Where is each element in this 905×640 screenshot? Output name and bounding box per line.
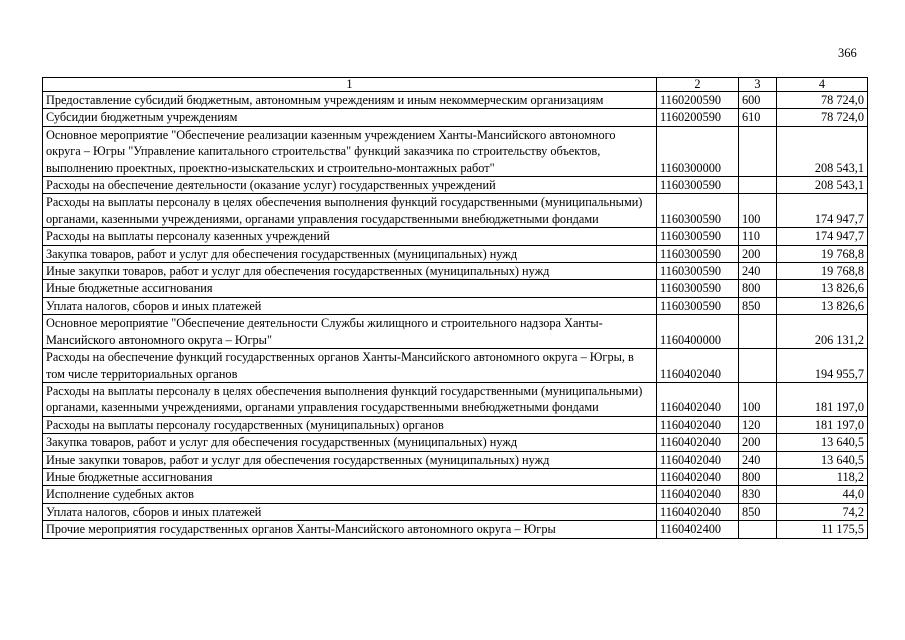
row-amount-cell: 13 826,6 <box>777 280 868 297</box>
table-row <box>43 194 868 228</box>
table-row <box>43 245 868 262</box>
row-amount-cell: 208 543,1 <box>777 177 868 194</box>
table-row <box>43 280 868 297</box>
row-name-cell: Расходы на выплаты персоналу государственных (муниципальных) органов <box>43 416 657 433</box>
row-type-cell <box>739 521 777 538</box>
row-type-cell: 110 <box>739 228 777 245</box>
table-row <box>43 297 868 314</box>
row-type-cell <box>739 315 777 349</box>
row-name-cell: Прочие мероприятия государственных органов Ханты-Мансийского автономного округа – Югры <box>43 521 657 538</box>
row-amount-cell: 181 197,0 <box>777 382 868 416</box>
table-row <box>43 109 868 126</box>
row-type-cell: 800 <box>739 468 777 485</box>
row-name-cell: Расходы на выплаты персоналу в целях обеспечения выполнения функций государственными (муниципальными) органами, казенными учреждениями, органами управления государственными внебюджетными фондами <box>43 382 657 416</box>
row-type-cell: 100 <box>739 194 777 228</box>
row-amount-cell: 208 543,1 <box>777 126 868 176</box>
table-row <box>43 315 868 349</box>
row-type-cell: 850 <box>739 297 777 314</box>
table-row <box>43 263 868 280</box>
table-row <box>43 228 868 245</box>
row-type-cell: 240 <box>739 451 777 468</box>
row-amount-cell: 13 640,5 <box>777 451 868 468</box>
row-amount-cell: 74,2 <box>777 503 868 520</box>
row-amount-cell: 78 724,0 <box>777 92 868 109</box>
row-code-cell: 1160402040 <box>657 451 739 468</box>
row-amount-cell: 174 947,7 <box>777 228 868 245</box>
row-type-cell: 200 <box>739 434 777 451</box>
row-code-cell: 1160402040 <box>657 434 739 451</box>
table-row <box>43 521 868 538</box>
row-amount-cell: 11 175,5 <box>777 521 868 538</box>
row-type-cell: 600 <box>739 92 777 109</box>
row-code-cell: 1160200590 <box>657 92 739 109</box>
table-row <box>43 126 868 176</box>
row-code-cell: 1160300590 <box>657 245 739 262</box>
row-amount-cell: 13 826,6 <box>777 297 868 314</box>
row-type-cell: 200 <box>739 245 777 262</box>
table-row <box>43 349 868 383</box>
row-code-cell: 1160402040 <box>657 468 739 485</box>
row-code-cell: 1160400000 <box>657 315 739 349</box>
row-code-cell: 1160402040 <box>657 382 739 416</box>
table-row <box>43 503 868 520</box>
row-type-cell: 100 <box>739 382 777 416</box>
row-type-cell: 120 <box>739 416 777 433</box>
row-name-cell: Закупка товаров, работ и услуг для обеспечения государственных (муниципальных) нужд <box>43 245 657 262</box>
row-amount-cell: 44,0 <box>777 486 868 503</box>
row-name-cell: Основное мероприятие "Обеспечение реализации казенным учреждением Ханты-Мансийского автономного округа – Югры "Управление капитального строительства" функций заказчика по строительству объектов, выполнению проектных, проектно-изыскательских и строительно-монтажных работ" <box>43 126 657 176</box>
row-name-cell: Иные бюджетные ассигнования <box>43 280 657 297</box>
budget-table-body <box>43 78 868 539</box>
row-type-cell: 850 <box>739 503 777 520</box>
row-name-cell: Иные бюджетные ассигнования <box>43 468 657 485</box>
table-row <box>43 451 868 468</box>
row-code-cell: 1160300590 <box>657 194 739 228</box>
table-row <box>43 434 868 451</box>
row-amount-cell: 13 640,5 <box>777 434 868 451</box>
row-type-cell: 240 <box>739 263 777 280</box>
header-col-type: 3 <box>739 78 777 92</box>
row-code-cell: 1160300590 <box>657 297 739 314</box>
row-type-cell: 830 <box>739 486 777 503</box>
table-header-row <box>43 78 868 92</box>
row-name-cell: Уплата налогов, сборов и иных платежей <box>43 297 657 314</box>
row-name-cell: Закупка товаров, работ и услуг для обеспечения государственных (муниципальных) нужд <box>43 434 657 451</box>
row-code-cell: 1160300000 <box>657 126 739 176</box>
row-type-cell <box>739 177 777 194</box>
table-row <box>43 416 868 433</box>
row-name-cell: Исполнение судебных актов <box>43 486 657 503</box>
row-name-cell: Основное мероприятие "Обеспечение деятельности Службы жилищного и строительного надзора Ханты-Мансийского автономного округа – Югры" <box>43 315 657 349</box>
row-name-cell: Субсидии бюджетным учреждениям <box>43 109 657 126</box>
row-type-cell <box>739 349 777 383</box>
row-code-cell: 1160402040 <box>657 503 739 520</box>
row-name-cell: Расходы на обеспечение деятельности (оказание услуг) государственных учреждений <box>43 177 657 194</box>
page-number: 366 <box>838 46 857 60</box>
row-amount-cell: 78 724,0 <box>777 109 868 126</box>
row-amount-cell: 19 768,8 <box>777 245 868 262</box>
header-col-code: 2 <box>657 78 739 92</box>
row-code-cell: 1160300590 <box>657 228 739 245</box>
header-col-name: 1 <box>43 78 657 92</box>
row-code-cell: 1160300590 <box>657 177 739 194</box>
row-code-cell: 1160402040 <box>657 486 739 503</box>
row-type-cell <box>739 126 777 176</box>
row-amount-cell: 206 131,2 <box>777 315 868 349</box>
table-row <box>43 468 868 485</box>
row-amount-cell: 19 768,8 <box>777 263 868 280</box>
row-name-cell: Расходы на выплаты персоналу в целях обеспечения выполнения функций государственными (муниципальными) органами, казенными учреждениями, органами управления государственными внебюджетными фондами <box>43 194 657 228</box>
row-code-cell: 1160402040 <box>657 416 739 433</box>
row-name-cell: Иные закупки товаров, работ и услуг для обеспечения государственных (муниципальных) нужд <box>43 451 657 468</box>
table-row <box>43 382 868 416</box>
row-amount-cell: 174 947,7 <box>777 194 868 228</box>
header-col-amount: 4 <box>777 78 868 92</box>
row-code-cell: 1160402040 <box>657 349 739 383</box>
table-row <box>43 92 868 109</box>
row-name-cell: Иные закупки товаров, работ и услуг для обеспечения государственных (муниципальных) нужд <box>43 263 657 280</box>
row-code-cell: 1160200590 <box>657 109 739 126</box>
row-type-cell: 800 <box>739 280 777 297</box>
row-amount-cell: 181 197,0 <box>777 416 868 433</box>
row-code-cell: 1160300590 <box>657 263 739 280</box>
table-row <box>43 177 868 194</box>
row-amount-cell: 118,2 <box>777 468 868 485</box>
budget-table <box>42 77 868 539</box>
table-row <box>43 486 868 503</box>
row-amount-cell: 194 955,7 <box>777 349 868 383</box>
row-code-cell: 1160300590 <box>657 280 739 297</box>
row-type-cell: 610 <box>739 109 777 126</box>
row-name-cell: Уплата налогов, сборов и иных платежей <box>43 503 657 520</box>
row-name-cell: Предоставление субсидий бюджетным, автономным учреждениям и иным некоммерческим организациям <box>43 92 657 109</box>
row-code-cell: 1160402400 <box>657 521 739 538</box>
row-name-cell: Расходы на обеспечение функций государственных органов Ханты-Мансийского автономного округа – Югры, в том числе территориальных органов <box>43 349 657 383</box>
row-name-cell: Расходы на выплаты персоналу казенных учреждений <box>43 228 657 245</box>
